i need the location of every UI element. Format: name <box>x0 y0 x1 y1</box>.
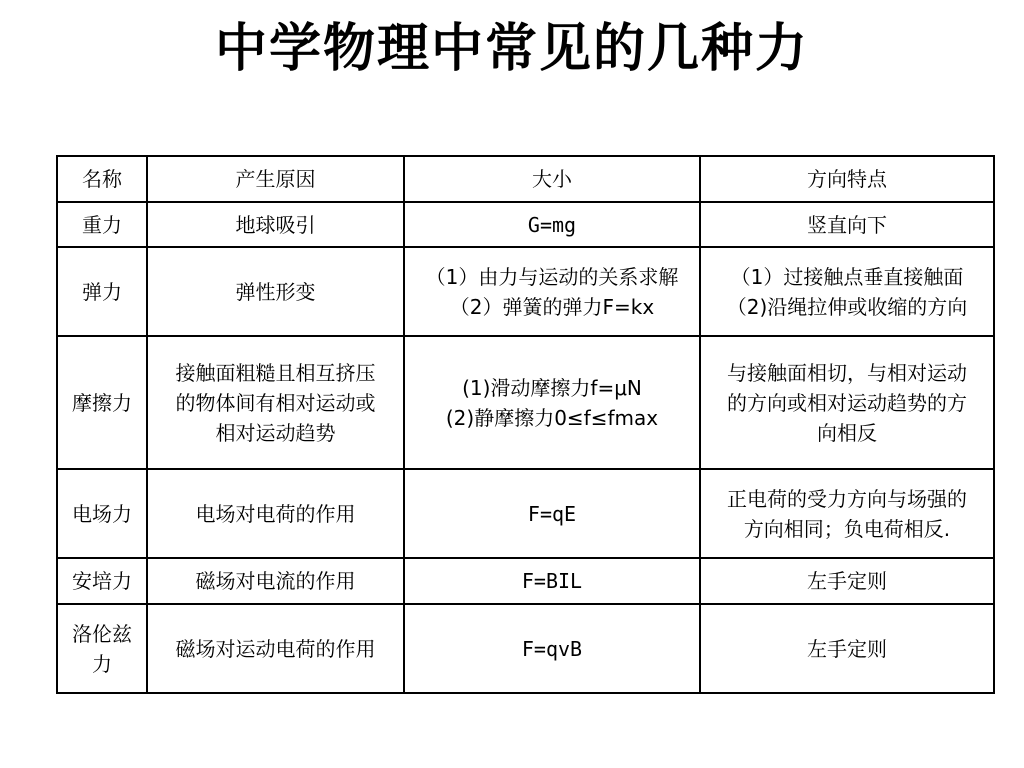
cell-line: 相对运动趋势 <box>215 420 336 445</box>
cell-line: F=qvB <box>521 636 583 661</box>
cell-line: 磁场对运动电荷的作用 <box>175 636 376 661</box>
table-header-row <box>57 156 994 202</box>
cell-line: （2）弹簧的弹力F=kx <box>449 294 655 319</box>
cell-line: 地球吸引 <box>235 212 316 237</box>
header-cell-cause: 产生原因 <box>147 156 404 202</box>
forces-table <box>56 155 995 694</box>
cell-line: 弹力 <box>82 279 122 304</box>
cell-line: 重力 <box>82 212 122 237</box>
header-cell-size: 大小 <box>404 156 700 202</box>
cell-line: 接触面粗糙且相互挤压 <box>175 360 376 385</box>
name-cell <box>57 558 147 604</box>
table-row <box>57 247 994 336</box>
cell-line: F=qE <box>527 501 577 526</box>
cause-cell <box>147 604 404 693</box>
direction-cell <box>700 558 994 604</box>
cell-line: 左手定则 <box>807 569 887 593</box>
direction-cell <box>700 247 994 336</box>
cell-line: 安培力 <box>72 569 132 593</box>
cause-cell <box>147 247 404 336</box>
table-row <box>57 336 994 469</box>
cell-line: (2)静摩擦力0≤f≤fmax <box>445 405 659 430</box>
cell-line: 左手定则 <box>807 636 887 661</box>
cell-line: 方向相同；负电荷相反. <box>743 516 951 541</box>
cell-line: 竖直向下 <box>807 212 887 237</box>
cell-line: 正电荷的受力方向与场强的 <box>727 486 967 511</box>
cell-line: 的方向或相对运动趋势的方 <box>727 390 967 415</box>
header-cell-direction: 方向特点 <box>700 156 994 202</box>
name-cell <box>57 202 147 247</box>
cell-line: (1)滑动摩擦力f=μN <box>462 375 642 400</box>
cause-cell <box>147 336 404 469</box>
name-cell <box>57 336 147 469</box>
name-cell <box>57 604 147 693</box>
direction-cell <box>700 336 994 469</box>
size-cell <box>404 558 700 604</box>
cell-line: 电场对电荷的作用 <box>195 501 356 526</box>
table-row <box>57 558 994 604</box>
cause-cell <box>147 469 404 558</box>
size-cell <box>404 202 700 247</box>
cell-line: 力 <box>92 651 112 676</box>
size-cell <box>404 247 700 336</box>
cell-line: 与接触面相切，与相对运动 <box>727 360 967 385</box>
header-cell-name: 名称 <box>57 156 147 202</box>
page-title: 中学物理中常见的几种力 <box>214 18 809 79</box>
direction-cell <box>700 202 994 247</box>
name-cell <box>57 247 147 336</box>
cell-line: 的物体间有相对运动或 <box>175 390 376 415</box>
direction-cell <box>700 469 994 558</box>
table-row <box>57 604 994 693</box>
cell-line: G=mg <box>527 212 577 237</box>
cell-line: F=BIL <box>521 569 583 593</box>
size-cell <box>404 469 700 558</box>
cause-cell <box>147 202 404 247</box>
cell-line: 电场力 <box>72 501 132 526</box>
cell-line: 磁场对电流的作用 <box>195 569 356 593</box>
cell-line: （2)沿绳拉伸或收缩的方向 <box>726 294 968 319</box>
cell-line: 向相反 <box>817 420 877 445</box>
name-cell <box>57 469 147 558</box>
table-row <box>57 469 994 558</box>
cell-line: 弹性形变 <box>235 279 316 304</box>
table-row <box>57 202 994 247</box>
cell-line: （1）过接触点垂直接触面 <box>730 264 964 289</box>
size-cell <box>404 336 700 469</box>
cell-line: （1）由力与运动的关系求解 <box>425 264 679 289</box>
cause-cell <box>147 558 404 604</box>
size-cell <box>404 604 700 693</box>
cell-line: 摩擦力 <box>72 390 132 415</box>
direction-cell <box>700 604 994 693</box>
cell-line: 洛伦兹 <box>72 621 132 646</box>
